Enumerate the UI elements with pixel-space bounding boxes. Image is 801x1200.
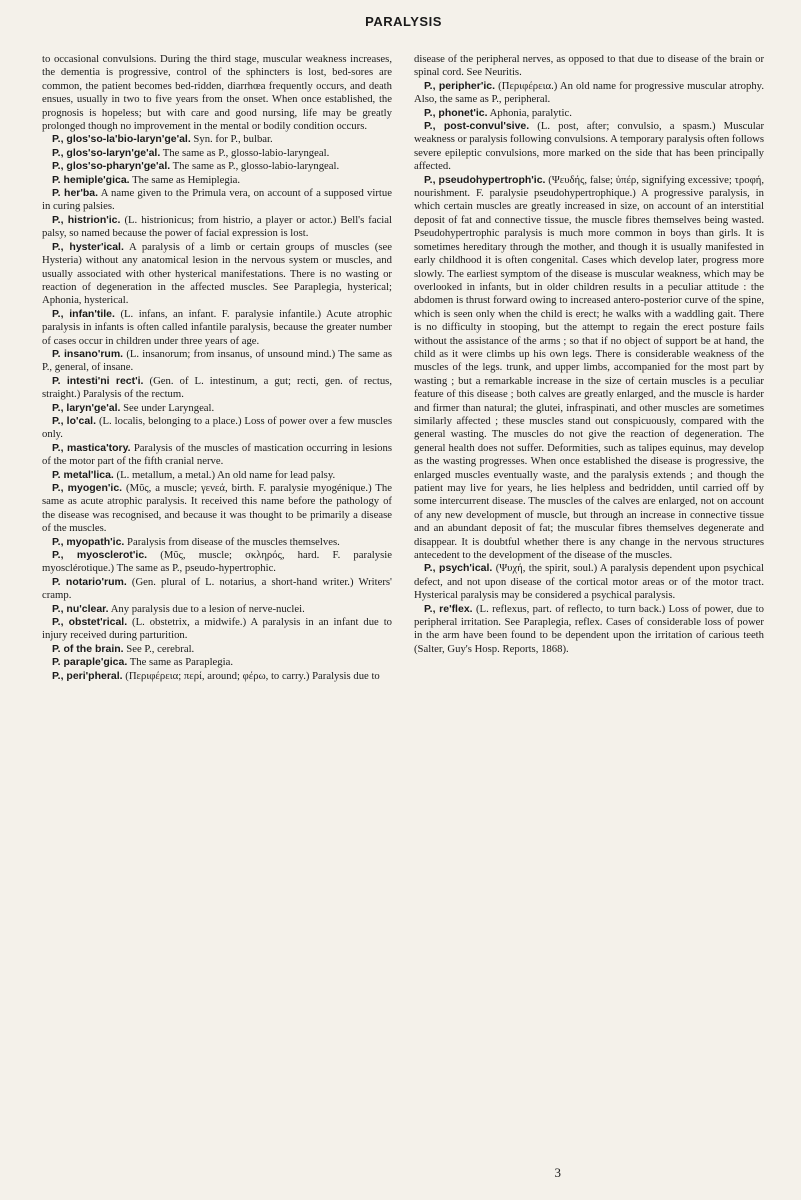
entry-headword: P., peri'pheral. (52, 669, 123, 682)
entry-headword: P., re'flex. (424, 602, 473, 615)
entry-headword: P., glos'so-la'bio-laryn'ge'al. (52, 133, 191, 146)
dictionary-entry (42, 187, 392, 214)
entry-text: Any paralysis due to a lesion of nerve-nuclei. (110, 602, 305, 615)
entry-text: Paralysis from disease of the muscles themselves. (127, 535, 340, 548)
entry-headword: P. her'ba. (52, 187, 99, 200)
dictionary-entry (42, 442, 392, 469)
entry-text: (L. localis, belonging to a place.) Loss of power over a few muscles only. (42, 414, 393, 441)
dictionary-entry (42, 576, 392, 603)
entry-text: A paralysis of a limb or certain groups of muscles (see Hysteria) without any anatomical lesion in the nervous system or muscles, and usually associated with other hysterical manifestations. There is no wasting or reaction of degeneration in the affected muscles. See Paraplegia, hysterical; Aphonia, hysterical. (42, 240, 392, 307)
entry-text: to occasional convulsions. During the third stage, muscular weakness increases, the dementia is progressive, control of the sphincters is lost, bed-sores are common, the patient becomes bed-ridden, diarrhœa frequently occurs, and death ensues, usually in two to five years from the onset. When once established, the prognosis is hopeless; but with care and good nursing, life may be greatly prolonged though no improvement in the mental or bodily condition occurs. (42, 53, 392, 133)
entry-headword: P., laryn'ge'al. (52, 401, 121, 414)
page-number: 3 (554, 1165, 561, 1180)
dictionary-entry (414, 107, 764, 120)
entry-text: Paralysis of the muscles of mastication occurring in lesions of the motor part of the fifth cranial nerve. (42, 441, 393, 468)
entry-text: (L. infans, an infant. F. paralysie infantile.) Acute atrophic paralysis in infants is often called infantile paralysis, because the greater number of cases occur in children under three years of age. (42, 307, 392, 347)
dictionary-entry (42, 160, 392, 173)
dictionary-entry (42, 53, 392, 133)
entry-text: (Ψευδής, false; ὑπέρ, signifying excessive; τροφή, nourishment. F. paralysie pseudohypertrophique.) A progressive paralysis, in which certain muscles are greatly increased in size, on account of an interstitial deposit of fat and connective tissue, the muscle fibres themselves being wasted. Pseudohypertrophic paralysis is much more common in boys than girls. It is sometimes hereditary through the mother, and though it is usually manifested in early childhood it is often congenital. Cases which develop later, progress more slowly. The earliest symptom of the disease is muscular weakness, which may be overlooked in infants, but in older children results in a peculiar attitude : the abdomen is thrust forward owing to increased antero-posterior curve of the spine, which is seen only when the child is erect; he walks with a waddling gait. There is no difficulty in stooping, but the attempt to regain the erect posture fails without the assistance of the arms ; so that if no object of support be at hand, the child as it were climbs up his own legs. There is considerable weakness of the muscles of the legs. trunk, and upper limbs, accompanied for the most part by wasting ; but a remarkable increase in the size of certain muscles is a peculiar feature of this disease ; both calves are greatly enlarged, and the muscle is harder and firmer than natural; the glutei, infraspinati, and other muscles are sometimes similarly affected ; these muscles stand out conspicuously, compared with the general wasting. The muscles do not give the reaction of degeneration. The general health does not suffer. Deformities, such as talipes equinus, may develop as the wasting progresses. When once established the disease is progressive, the enlarged muscles eventually waste, and the paralysis extends ; and though the patient may live for years, he lies helpless and bedridden, until carried off by some intercurrent disease. The muscles of the calves are enlarged, not on account of any new development of muscle, but through an increase in connective tissue and an abundant deposit of fat; the muscular fibres themselves degenerate and disappear. It is doubtful whether there is any change in the nervous structures antecedent to the development of the disease of the muscles. (414, 173, 765, 562)
entry-text: A name given to the Primula vera, on account of a supposed virtue in curing palsies. (42, 187, 392, 213)
entry-headword: P., post-convul'sive. (424, 120, 530, 133)
entry-text: (L. histrionicus; from histrio, a player or actor.) Bell's facial palsy, so named because the power of facial expression is lost. (42, 213, 392, 240)
entry-text: (L. insanorum; from insanus, of unsound mind.) The same as P., general, of insane. (42, 347, 393, 374)
entry-text: The same as P., glosso-labio-laryngeal. (172, 160, 340, 173)
entry-headword: P., histrion'ic. (52, 213, 121, 226)
dictionary-entry (414, 53, 764, 80)
entry-text: (Περιφέρεια.) An old name for progressive muscular atrophy. Also, the same as P., peripheral. (414, 79, 764, 106)
dictionary-entry (42, 133, 392, 146)
dictionary-entry (42, 656, 392, 669)
entry-headword: P., glos'so-pharyn'ge'al. (52, 160, 171, 173)
dictionary-entry (42, 174, 392, 187)
dictionary-entry (414, 80, 764, 107)
entry-headword: P., mastica'tory. (52, 441, 131, 454)
right-column (414, 53, 764, 683)
entry-headword: P., obstet'rical. (52, 616, 128, 629)
entry-headword: P., glos'so-laryn'ge'al. (52, 146, 161, 159)
entry-headword: P., myosclerot'ic. (52, 549, 148, 562)
entry-text: Syn. for P., bulbar. (193, 133, 273, 146)
dictionary-entry (42, 536, 392, 549)
dictionary-entry (42, 147, 392, 160)
dictionary-entry (42, 402, 392, 415)
entry-headword: P., infan'tile. (52, 307, 115, 320)
entry-text: (Gen. plural of L. notarius, a short-hand writer.) Writers' cramp. (42, 575, 392, 602)
entry-text: (Περιφέρεια; περί, around; φέρω, to carry.) Paralysis due to (125, 669, 380, 682)
dictionary-entry (42, 375, 392, 402)
entry-headword: P. hemiple'gica. (52, 173, 130, 186)
entry-text: (Gen. of L. intestinum, a gut; recti, gen. of rectus, straight.) Paralysis of the rectum. (42, 374, 393, 401)
entry-text: Aphonia, paralytic. (489, 106, 572, 119)
left-column (42, 53, 392, 683)
dictionary-entry (414, 174, 764, 563)
dictionary-entry (42, 643, 392, 656)
entry-headword: P., psych'ical. (424, 562, 493, 575)
entry-text: (L. post, after; convulsio, a spasm.) Muscular weakness or paralysis following convulsions. A temporary paralysis often follows severe epileptic convulsions, more marked on the side that has been principally affected. (414, 120, 764, 173)
entry-text: (Ψυχή, the spirit, soul.) A paralysis dependent upon psychical defect, and not upon disease of the cortical motor areas or of the motor tract. Hysterical paralysis may be considered a psychical paralysis. (414, 562, 765, 602)
entry-text: The same as P., glosso-labio-laryngeal. (162, 146, 330, 159)
entry-headword: P. paraple'gica. (52, 656, 128, 669)
entry-text: See under Laryngeal. (123, 401, 215, 414)
entry-text: disease of the peripheral nerves, as opposed to that due to disease of the brain or spinal cord. See Neuritis. (414, 53, 764, 79)
entry-text: The same as Paraplegia. (129, 656, 234, 669)
entry-headword: P., nu'clear. (52, 602, 109, 615)
entry-headword: P. of the brain. (52, 642, 124, 655)
entry-headword: P., pseudohypertroph'ic. (424, 173, 546, 186)
entry-headword: P., myogen'ic. (52, 482, 123, 494)
running-head: PARALYSIS (365, 14, 442, 29)
dictionary-entry (42, 549, 392, 576)
entry-headword: P. insano'rum. (52, 347, 124, 360)
entry-headword: P. metal'lica. (52, 468, 114, 481)
entry-headword: P., myopath'ic. (52, 535, 125, 548)
entry-headword: P., phonet'ic. (424, 106, 488, 119)
dictionary-entry (42, 348, 392, 375)
dictionary-entry (42, 616, 392, 643)
entry-text: (L. metallum, a metal.) An old name for lead palsy. (116, 468, 336, 481)
entry-headword: P. notario'rum. (52, 575, 127, 588)
dictionary-entry (42, 603, 392, 616)
dictionary-entry (414, 603, 764, 657)
entry-text: The same as Hemiplegia. (132, 173, 241, 186)
dictionary-entry (42, 469, 392, 482)
entry-text: (L. reflexus, part. of reflecto, to turn back.) Loss of power, due to peripheral irritation. See Paraplegia, reflex. Cases of considerable loss of power in the arm have been found to be dependent upon the irritation of carious teeth (Salter, Guy's Hosp. Reports, 1868). (414, 602, 764, 655)
entry-headword: P., lo'cal. (52, 414, 97, 427)
entry-text: (Μῦς, muscle; σκληρός, hard. F. paralysie myosclérotique.) The same as P., pseudo-hypertrophic. (42, 549, 392, 575)
dictionary-entry (42, 415, 392, 442)
dictionary-entry (42, 308, 392, 348)
entry-headword: P., peripher'ic. (424, 79, 496, 92)
dictionary-entry (42, 241, 392, 308)
entry-headword: P. intesti'ni rect'i. (52, 374, 144, 387)
dictionary-entry (42, 214, 392, 241)
dictionary-entry (414, 562, 764, 602)
entry-headword: P., hyster'ical. (52, 240, 124, 253)
dictionary-entry (42, 482, 392, 536)
entry-text: (L. obstetrix, a midwife.) A paralysis in an infant due to injury received during parturition. (42, 616, 393, 642)
entry-text: (Μῦς, a muscle; γενεά, birth. F. paralysie myogénique.) The same as acute atrophic paralysis. It received this name before the pathology of the disease was recognised, and because it was thought to be primarily a disease of the muscles. (42, 482, 392, 535)
dictionary-entry (42, 670, 392, 683)
text-columns (42, 53, 765, 683)
dictionary-entry (414, 120, 764, 174)
entry-text: See P., cerebral. (126, 642, 195, 655)
